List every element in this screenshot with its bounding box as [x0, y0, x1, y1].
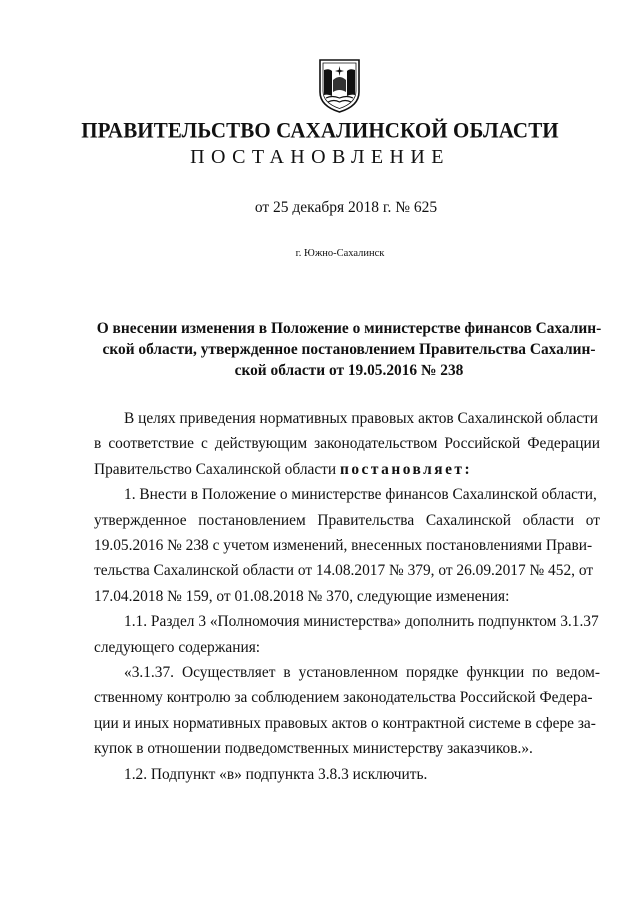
item-1-2-paragraph — [94, 762, 600, 787]
text-line: 19.05.2016 № 238 с учетом изменений, внесенных постановлениями Прави- — [94, 537, 593, 555]
text-line: следующего содержания: — [94, 638, 261, 656]
text-line: 1. Внести в Положение о министерстве финансов Сахалинской области, — [124, 486, 597, 504]
document-title — [94, 318, 604, 381]
coat-of-arms-emblem — [318, 58, 361, 114]
preamble-last: Правительство Сахалинской области — [94, 460, 337, 478]
text-line: тельства Сахалинской области от 14.08.2017 № 379, от 26.09.2017 № 452, от — [94, 562, 594, 580]
text-line: 1.1. Раздел 3 «Полномочия министерства» дополнить подпунктом 3.1.37 — [124, 613, 599, 631]
title-line: О внесении изменения в Положение о министерстве финансов Сахалин- — [96, 320, 602, 337]
preamble-paragraph — [94, 406, 600, 482]
text-line: купок в отношении подведомственных министерству заказчиков.». — [94, 740, 533, 758]
government-name: ПРАВИТЕЛЬСТВО САХАЛИНСКОЙ ОБЛАСТИ — [81, 117, 559, 143]
text-line: 17.04.2018 № 159, от 01.08.2018 № 370, следующие изменения: — [94, 587, 510, 605]
text-line — [94, 457, 600, 482]
text-line: «3.1.37. Осуществляет в установленном порядке функции по ведом- — [124, 664, 600, 682]
item-1-1-paragraph — [94, 609, 600, 660]
title-line: ской области, утвержденное постановлением Правительства Сахалин- — [102, 341, 596, 358]
document-body — [94, 406, 600, 787]
document-city: г. Южно-Сахалинск — [295, 248, 385, 259]
quote-paragraph — [94, 660, 600, 762]
text-line: ции и иных нормативных правовых актов о контрактной системе в сфере за- — [94, 714, 596, 732]
text-line: В целях приведения нормативных правовых актов Сахалинской области — [124, 410, 598, 427]
text-line: в соответствие с действующим законодательством Российской Федерации — [94, 435, 600, 453]
text-line: ственному контролю за соблюдением законодательства Российской Федера- — [94, 689, 593, 707]
title-line: ской области от 19.05.2016 № 238 — [234, 362, 464, 379]
document-kind: ПОСТАНОВЛЕНИЕ — [190, 146, 450, 168]
item-1-paragraph — [94, 482, 600, 609]
text-line: утвержденное постановлением Правительства Сахалинской области от — [94, 511, 600, 529]
document-date-number: от 25 декабря 2018 г. № 625 — [254, 199, 438, 216]
resolves-word: постановляет: — [339, 460, 473, 478]
text-line: 1.2. Подпункт «в» подпункта 3.8.3 исключить. — [124, 765, 428, 783]
